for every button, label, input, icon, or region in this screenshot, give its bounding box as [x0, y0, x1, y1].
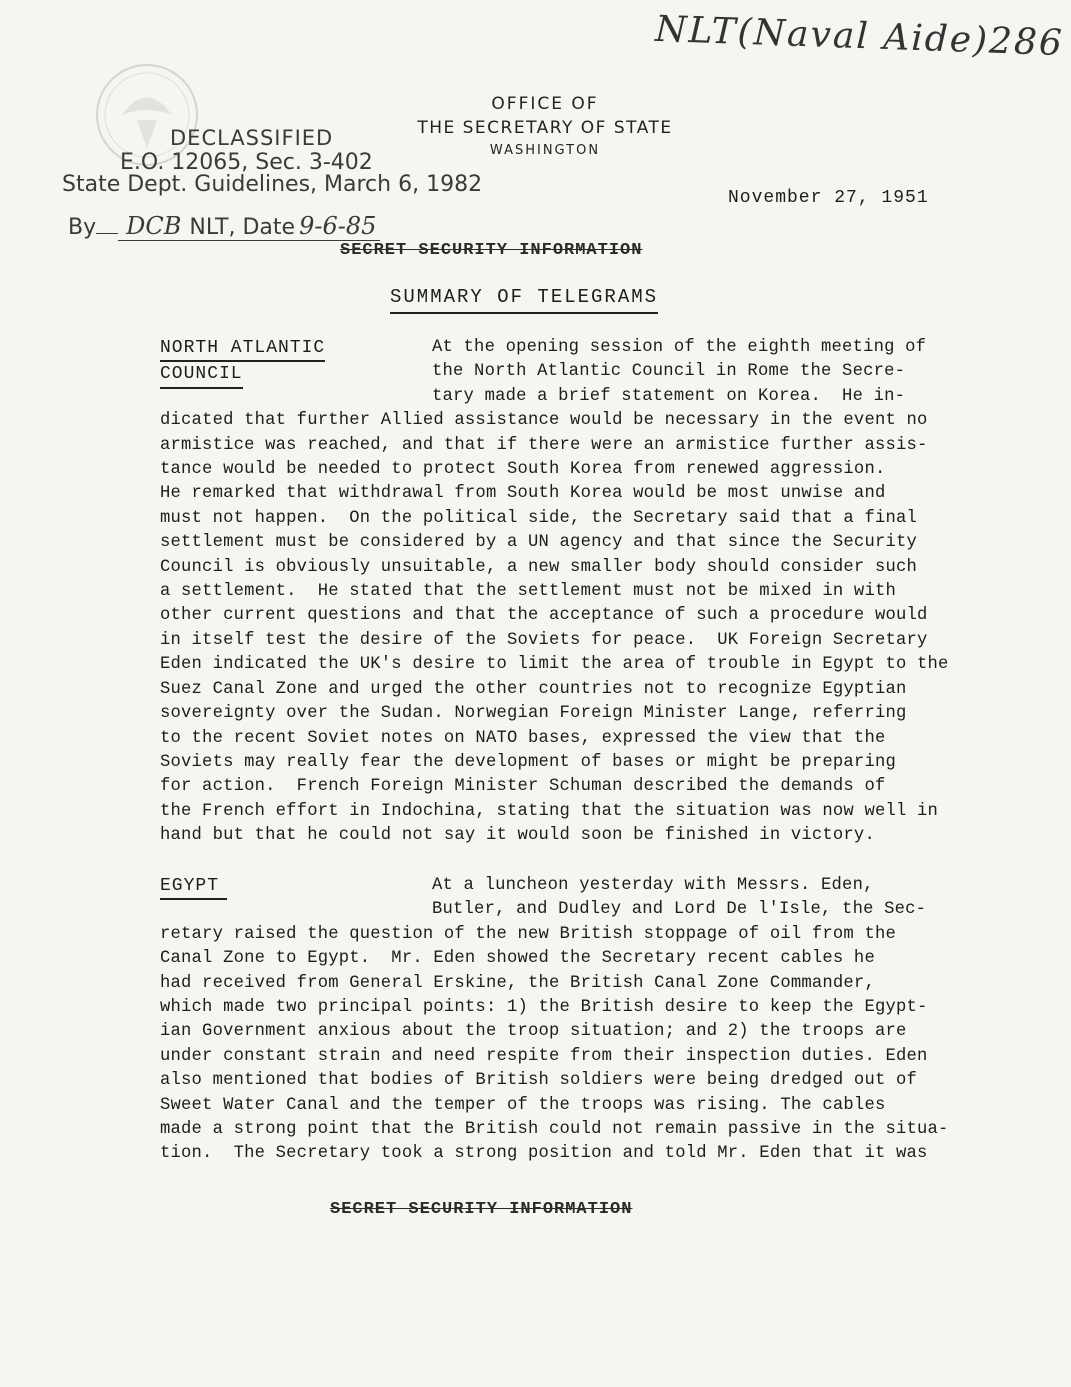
paragraph-line: Suez Canal Zone and urged the other countries not to recognize Egyptian — [160, 679, 907, 699]
classification-footer: SECRET SECURITY INFORMATION — [330, 1200, 633, 1219]
letterhead — [360, 92, 730, 162]
paragraph-line: Council is obviously unsuitable, a new smaller body should consider such — [160, 557, 918, 577]
paragraph-line: hand but that he could not say it would soon be finished in victory. — [160, 826, 875, 846]
paragraph-line: to the recent Soviet notes on NATO bases, expressed the view that the — [160, 728, 886, 748]
letterhead-office: OFFICE OF — [491, 94, 599, 114]
paragraph-line: Butler, and Dudley and Lord De l'Isle, the Sec- — [432, 900, 927, 920]
paragraph-line: retary raised the question of the new British stoppage of oil from the — [160, 924, 896, 944]
letterhead-secretary: THE SECRETARY OF STATE — [417, 118, 673, 138]
paragraph-line: He remarked that withdrawal from South Korea would be most unwise and — [160, 484, 886, 504]
paragraph-line: At a luncheon yesterday with Messrs. Eden, — [432, 876, 874, 895]
section-heading-line1: NORTH ATLANTIC — [160, 336, 325, 362]
document-date: November 27, 1951 — [728, 188, 929, 208]
stamp-declassified: DECLASSIFIED — [170, 126, 334, 150]
stamp-agency: NLT, Date — [189, 215, 296, 240]
handwritten-catalog-note: NLT(Naval Aide)286 — [654, 8, 1065, 65]
stamp-date: 9-6-85 — [295, 212, 380, 241]
section-north-atlantic-council — [160, 336, 960, 849]
paragraph-line: tion. The Secretary took a strong position and told Mr. Eden that it was — [160, 1144, 928, 1164]
paragraph-line: must not happen. On the political side, the Secretary said that a final — [160, 508, 918, 528]
paragraph-line: dicated that further Allied assistance would be necessary in the event no — [160, 411, 928, 431]
paragraph-line: the North Atlantic Council in Rome the Secre- — [432, 362, 906, 382]
paragraph-line: Canal Zone to Egypt. Mr. Eden showed the Secretary recent cables he — [160, 949, 875, 969]
stamp-guidelines: State Dept. Guidelines, March 6, 1982 — [62, 172, 483, 197]
paragraph-line: tary made a brief statement on Korea. He in- — [432, 386, 906, 406]
paragraph-line: At the opening session of the eighth meeting of — [432, 338, 927, 357]
stamp-initials: DCB — [118, 212, 189, 241]
paragraph-line: settlement must be considered by a UN agency and that since the Security — [160, 533, 918, 553]
paragraph-line: ian Government anxious about the troop situation; and 2) the troops are — [160, 1022, 907, 1042]
paragraph-line: sovereignty over the Sudan. Norwegian Foreign Minister Lange, referring — [160, 704, 907, 724]
stamp-signature-line — [68, 212, 380, 240]
section-heading — [160, 336, 325, 389]
letterhead-city: WASHINGTON — [489, 143, 601, 158]
stamp-by-label: By — [68, 215, 97, 240]
paragraph-line: armistice was reached, and that if there were an armistice further assis- — [160, 435, 928, 455]
paragraph-line: Soviets may really fear the development of bases or might be preparing — [160, 752, 896, 772]
stamp-executive-order: E.O. 12065, Sec. 3-402 — [120, 150, 373, 175]
section-egypt — [160, 874, 960, 1167]
paragraph-line: for action. French Foreign Minister Schuman described the demands of — [160, 777, 886, 797]
paragraph-line: made a strong point that the British could not remain passive in the situa- — [160, 1120, 949, 1140]
paragraph-line: also mentioned that bodies of British soldiers were being dredged out of — [160, 1071, 918, 1091]
paragraph-line: under constant strain and need respite from their inspection duties. Eden — [160, 1046, 928, 1066]
paragraph-line: Eden indicated the UK's desire to limit the area of trouble in Egypt to the — [160, 655, 949, 675]
section-heading — [160, 874, 227, 900]
section-heading-line2: COUNCIL — [160, 362, 243, 388]
paragraph-line: in itself test the desire of the Soviets for peace. UK Foreign Secretary — [160, 630, 928, 650]
paragraph-line: which made two principal points: 1) the British desire to keep the Egypt- — [160, 998, 928, 1018]
classification-header: SECRET SECURITY INFORMATION — [340, 241, 643, 260]
paragraph-line: Sweet Water Canal and the temper of the troops was rising. The cables — [160, 1095, 886, 1115]
paragraph-line: had received from General Erskine, the British Canal Zone Commander, — [160, 973, 875, 993]
paragraph-line: tance would be needed to protect South Korea from renewed aggression. — [160, 460, 886, 480]
section-heading-line1: EGYPT — [160, 874, 227, 900]
paragraph-line: the French effort in Indochina, stating that the situation was now well in — [160, 801, 939, 821]
paragraph-line: a settlement. He stated that the settlement must not be mixed in with — [160, 582, 896, 602]
page-title: SUMMARY OF TELEGRAMS — [390, 286, 658, 314]
paragraph-line: other current questions and that the acceptance of such a procedure would — [160, 606, 928, 626]
